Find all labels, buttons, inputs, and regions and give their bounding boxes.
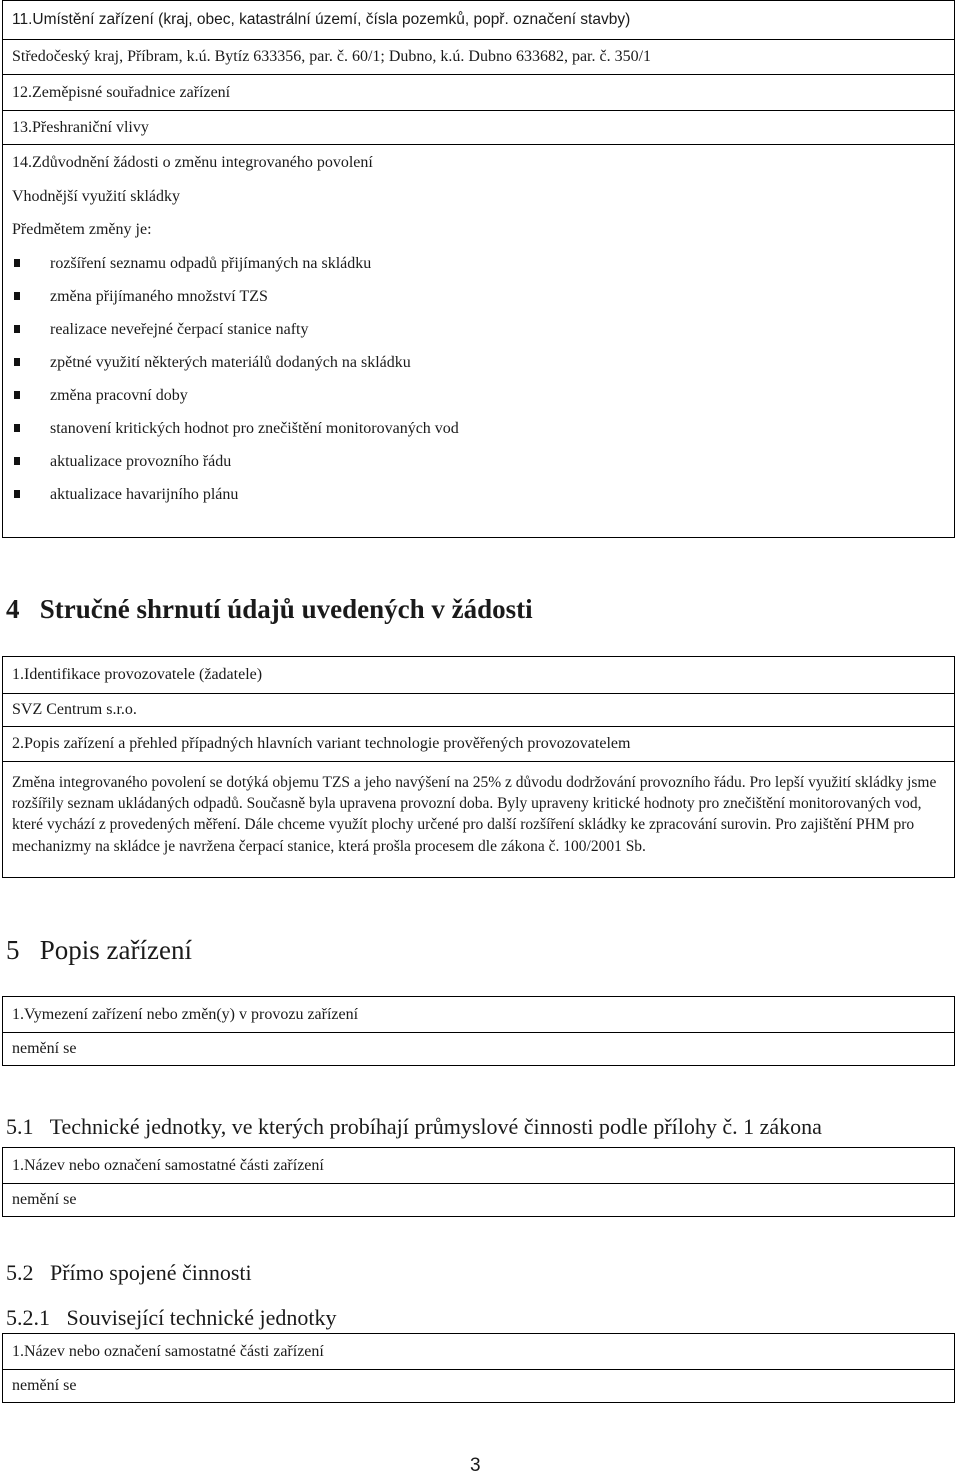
row-14-line2: Předmětem změny je: xyxy=(12,221,152,238)
row-13-label: 13.Přeshraniční vlivy xyxy=(3,110,954,144)
row-14-block xyxy=(3,144,954,537)
scope-label: 1.Vymezení zařízení nebo změn(y) v provozu zařízení xyxy=(12,1005,359,1023)
list-item xyxy=(3,379,954,412)
section-5-2-1-heading: 5.2.1 Související technické jednotky xyxy=(6,1305,337,1330)
unit-name-value: nemění se xyxy=(3,1183,954,1216)
description-text: Změna integrovaného povolení se dotýká objemu TZS a jeho navýšení na 25% z důvodu dodržování provozního řádu. Pro lepší využití skládky jsme rozšířily seznam ukládaných odpadů. Současně byla upravena provozní doba. Byly upraveny kritické hodnoty pro znečištění monitorovaných vod, které vychází z provedených měření. Dále chceme využít plochy určené pro další rozšíření skládky ke zpracování surovin. Pro zajištění PHM pro mechanizmy na skládce je navržena čerpací stanice, která prošla procesem dle zákona č. 100/2001 Sb. xyxy=(3,761,954,877)
bullet-icon xyxy=(14,325,20,333)
related-unit-value: nemění se xyxy=(3,1369,954,1402)
section-5-heading: 5 Popis zařízení xyxy=(6,935,192,965)
bullet-icon xyxy=(14,259,20,267)
section-4-heading: 4 Stručné shrnutí údajů uvedených v žádosti xyxy=(6,594,533,624)
list-item xyxy=(3,346,954,379)
identification-value: SVZ Centrum s.r.o. xyxy=(3,693,954,726)
list-item xyxy=(3,445,954,478)
list-item-text: zpětné využití některých materiálů dodaných na skládku xyxy=(50,353,411,371)
list-item xyxy=(3,313,954,346)
list-item-text: stanovení kritických hodnot pro znečištění monitorovaných vod xyxy=(50,419,459,437)
list-item-text: rozšíření seznamu odpadů přijímaných na skládku xyxy=(50,254,372,272)
row-12-label: 12.Zeměpisné souřadnice zařízení xyxy=(3,74,954,110)
related-unit-label: 1.Název nebo označení samostatné části zařízení xyxy=(12,1342,324,1360)
section-5-2-heading: 5.2 Přímo spojené činnosti xyxy=(6,1260,252,1285)
scope-value: nemění se xyxy=(3,1032,954,1065)
bullet-icon xyxy=(14,292,20,300)
list-item-text: realizace neveřejné čerpací stanice nafty xyxy=(50,320,309,338)
bullet-list xyxy=(3,247,954,511)
bullet-icon xyxy=(14,424,20,432)
list-item xyxy=(3,412,954,445)
list-item-text: změna pracovní doby xyxy=(50,386,188,404)
row-14-line1: Vhodnější využití skládky xyxy=(12,187,180,205)
unit-name-label: 1.Název nebo označení samostatné části zařízení xyxy=(12,1156,324,1174)
description-label: 2.Popis zařízení a přehled případných hlavních variant technologie prověřených provozovatelem xyxy=(3,726,954,761)
list-item xyxy=(3,280,954,313)
list-item-text: aktualizace havarijního plánu xyxy=(50,485,239,503)
bullet-icon xyxy=(14,490,20,498)
top-info-table xyxy=(2,0,955,538)
list-item-text: aktualizace provozního řádu xyxy=(50,452,232,470)
row-11-value: Středočeský kraj, Příbram, k.ú. Bytíz 633356, par. č. 60/1; Dubno, k.ú. Dubno 633682, par. č. 350/1 xyxy=(3,39,954,74)
row-14-label: 14.Zdůvodnění žádosti o změnu integrovaného povolení xyxy=(12,153,373,171)
section-5-table xyxy=(2,996,955,1066)
bullet-icon xyxy=(14,391,20,399)
identification-label: 1.Identifikace provozovatele (žadatele) xyxy=(12,666,263,683)
bullet-icon xyxy=(14,457,20,465)
bullet-icon xyxy=(14,358,20,366)
list-item-text: změna přijímaného množství TZS xyxy=(50,287,268,305)
section-5-2-1-table xyxy=(2,1333,955,1403)
row-11-label: 11.Umístění zařízení (kraj, obec, katastrální území, čísla pozemků, popř. označení stavby) xyxy=(12,11,631,28)
list-item xyxy=(3,478,954,511)
page-number: 3 xyxy=(470,1455,481,1476)
section-4-table xyxy=(2,656,955,878)
section-5-1-heading: 5.1 Technické jednotky, ve kterých probíhají průmyslové činnosti podle přílohy č. 1 zákona xyxy=(6,1114,822,1139)
section-5-1-table xyxy=(2,1147,955,1217)
list-item xyxy=(3,247,954,280)
